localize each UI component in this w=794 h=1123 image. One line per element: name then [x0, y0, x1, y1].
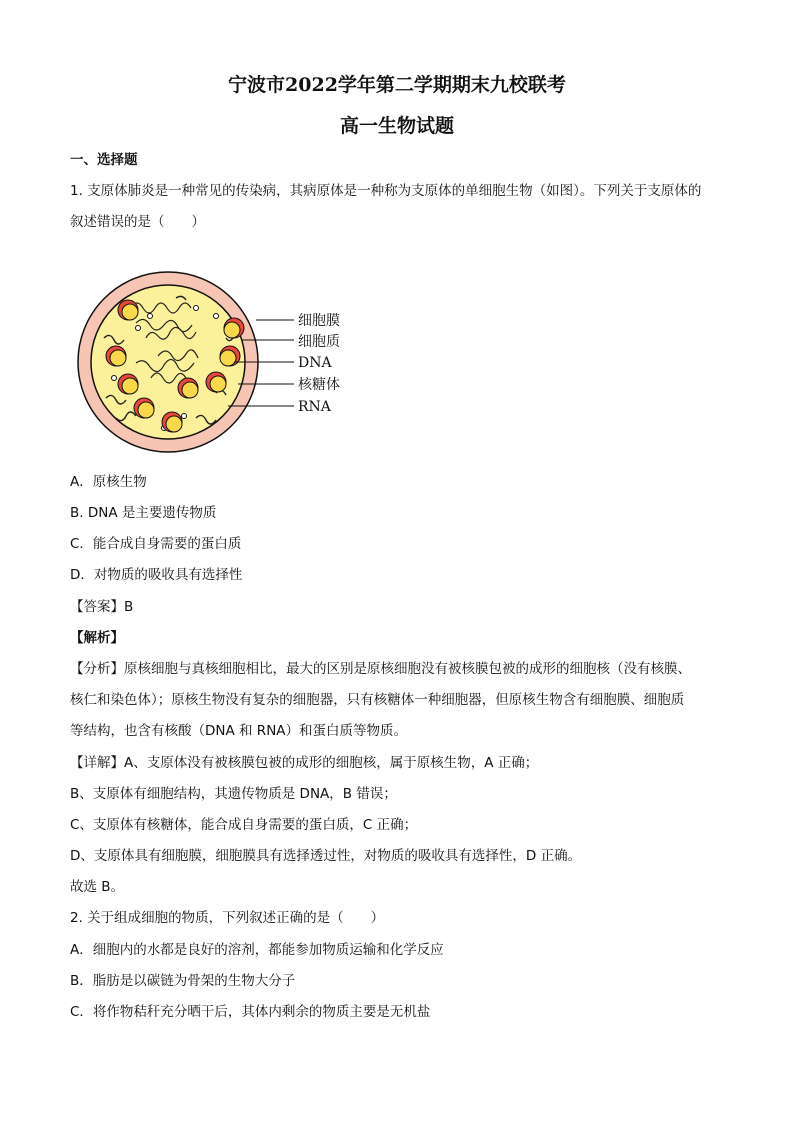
q1-detail-line2: B、支原体有细胞结构，其遗传物质是 DNA，B 错误；	[70, 786, 397, 802]
q1-analysis-line3: 等结构，也含有核酸（DNA 和 RNA）和蛋白质等物质。	[70, 723, 408, 739]
label-cell-membrane: 细胞膜	[298, 313, 340, 329]
label-rna: RNA	[298, 399, 331, 415]
label-ribosome: 核糖体	[298, 377, 340, 393]
exam-title: 宁波市2022学年第二学期期末九校联考	[228, 74, 566, 96]
exam-subtitle: 高一生物试题	[339, 115, 454, 137]
q2-option-c: C．将作物秸秆充分晒干后，其体内剩余的物质主要是无机盐	[70, 1004, 431, 1020]
q1-option-d: D．对物质的吸收具有选择性	[70, 567, 243, 583]
q2-stem: 2. 关于组成细胞的物质，下列叙述正确的是（ ）	[70, 910, 385, 926]
q1-stem-line1: 1. 支原体肺炎是一种常见的传染病，其病原体是一种称为支原体的单细胞生物（如图）。下列关于支原体的	[70, 183, 702, 199]
q1-option-a: A．原核生物	[70, 474, 147, 490]
q1-analysis-line2: 核仁和染色体）；原核生物没有复杂的细胞器，只有核糖体一种细胞器，但原核生物含有细胞膜、细胞质	[70, 692, 685, 708]
q1-detail-line1: 【详解】A、支原体没有被核膜包被的成形的细胞核，属于原核生物，A 正确；	[70, 755, 539, 771]
q1-option-b: B. DNA 是主要遗传物质	[70, 505, 217, 521]
q1-detail-line5: 故选 B。	[70, 879, 125, 895]
label-cytoplasm: 细胞质	[298, 334, 340, 350]
section-heading: 一、选择题	[70, 152, 138, 168]
label-dna: DNA	[298, 355, 332, 371]
q1-detail-line3: C、支原体有核糖体，能合成自身需要的蛋白质，C 正确；	[70, 817, 418, 833]
q1-answer: 【答案】B	[70, 599, 134, 615]
q2-option-b: B．脂肪是以碳链为骨架的生物大分子	[70, 973, 296, 989]
q1-detail-line4: D、支原体具有细胞膜，细胞膜具有选择透过性，对物质的吸收具有选择性，D 正确。	[70, 848, 582, 864]
q2-option-a: A．细胞内的水都是良好的溶剂，都能参加物质运输和化学反应	[70, 942, 444, 958]
q1-analysis-line1: 【分析】原核细胞与真核细胞相比，最大的区别是原核细胞没有被核膜包被的成形的细胞核（没有核膜、	[70, 661, 691, 677]
mycoplasma-diagram	[76, 268, 376, 458]
q1-analysis-heading: 【解析】	[70, 630, 124, 646]
q1-option-c: C．能合成自身需要的蛋白质	[70, 536, 242, 552]
mycoplasma-svg	[76, 268, 376, 458]
q1-stem-line2: 叙述错误的是（ ）	[70, 214, 205, 230]
